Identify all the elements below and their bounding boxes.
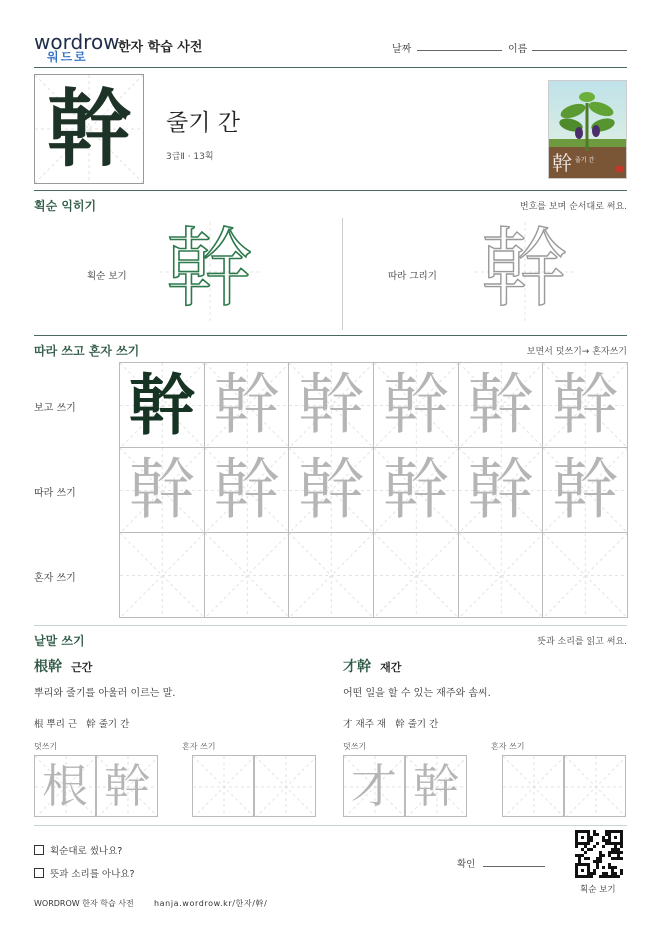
guide-grid (565, 756, 626, 817)
stroke-view-char: 幹 (166, 219, 252, 319)
guide-grid (120, 533, 205, 618)
trace-character: 幹 (104, 759, 150, 813)
practice-cell[interactable] (373, 362, 459, 448)
guide-grid (503, 756, 564, 817)
practice-cell[interactable] (204, 362, 290, 448)
solo-cell[interactable] (502, 755, 564, 817)
grade-strokes: 3급Ⅱ · 13획 (166, 152, 214, 162)
guide-grid (543, 533, 628, 618)
practice-cell[interactable] (119, 532, 205, 618)
words-section-divider (34, 825, 627, 826)
trace-label: 덧쓰기 (343, 742, 367, 751)
practice-section-divider (34, 625, 627, 626)
word-gloss: 根 뿌리 근 幹 줄기 간 (34, 719, 130, 730)
practice-cell[interactable] (458, 447, 544, 533)
trace-character: 幹 (128, 451, 195, 528)
word-definition: 뿌리와 줄기를 아울러 이르는 말. (34, 688, 176, 699)
row-label-see: 보고 쓰기 (34, 403, 76, 414)
header-title: 한자 학습 사전 (118, 40, 203, 55)
checkbox[interactable] (34, 868, 44, 878)
check-item-1[interactable]: 획순대로 썼나요? (34, 843, 122, 857)
trace-character: 幹 (213, 366, 280, 443)
model-character: 幹 (128, 366, 195, 444)
stroke-trace-char: 幹 (481, 219, 567, 319)
header-divider (34, 67, 627, 68)
stroke-divider (342, 218, 343, 330)
qr-code-graphic (575, 830, 623, 878)
guide-grid (459, 533, 544, 618)
confirm-label: 확인 (457, 859, 476, 870)
practice-cell[interactable] (288, 447, 374, 533)
practice-cell[interactable] (542, 447, 628, 533)
name-field[interactable] (532, 38, 627, 51)
guide-grid (289, 533, 374, 618)
stroke-section-title: 획순 익히기 (34, 199, 97, 213)
practice-cell[interactable] (458, 362, 544, 448)
trace-character: 幹 (467, 366, 534, 443)
stroke-trace-diagram[interactable] (475, 219, 575, 322)
hero-divider (34, 190, 627, 191)
word-hanja: 才幹 (343, 659, 371, 675)
stroke-trace-label: 따라 그리기 (388, 271, 437, 282)
practice-section-title: 따라 쓰고 혼자 쓰기 (34, 344, 140, 358)
words-section-title: 낱말 쓰기 (34, 634, 85, 648)
brand-logo-sub: 워드로 (47, 50, 88, 64)
word-reading: 재간 (380, 661, 402, 674)
meaning-sound: 줄기 간 (166, 110, 240, 136)
words-section-note: 뜻과 소리를 읽고 써요. (537, 637, 627, 647)
row-label-trace: 따라 쓰기 (34, 488, 76, 499)
date-label: 날짜 (392, 44, 412, 55)
practice-cell[interactable] (542, 362, 628, 448)
practice-cell[interactable] (458, 532, 544, 618)
practice-section-note: 보면서 덧쓰기→ 혼자쓰기 (526, 347, 627, 357)
confirm-field[interactable] (483, 854, 545, 867)
word-entry-2 (343, 656, 401, 676)
trace-label: 덧쓰기 (34, 742, 58, 751)
stroke-section-divider (34, 335, 627, 336)
practice-cell[interactable] (204, 447, 290, 533)
stroke-section-note: 번호를 보며 순서대로 써요. (519, 202, 627, 212)
hero-character-box (34, 74, 144, 184)
trace-character: 根 (42, 759, 88, 813)
practice-cell[interactable] (373, 447, 459, 533)
footer-url[interactable]: hanja.wordrow.kr/한자/幹/ (154, 899, 268, 908)
trace-character: 幹 (413, 759, 459, 813)
stroke-view-diagram (160, 219, 260, 322)
footer-brand: WORDROW 한자 학습 사전 (34, 899, 134, 908)
guide-grid (205, 533, 290, 618)
word-reading: 근간 (71, 661, 93, 674)
practice-cell[interactable] (119, 447, 205, 533)
thumbnail-meaning: 줄기 간 (575, 157, 595, 164)
trace-cell[interactable] (343, 755, 405, 817)
word-definition: 어떤 일을 할 수 있는 재주와 솜씨. (343, 688, 491, 699)
word-gloss: 才 재주 재 幹 줄기 간 (343, 719, 439, 730)
solo-cell[interactable] (192, 755, 254, 817)
solo-cell[interactable] (254, 755, 316, 817)
hero-character: 幹 (46, 79, 131, 178)
guide-grid (193, 756, 254, 817)
practice-grid[interactable] (119, 362, 627, 617)
practice-cell[interactable] (119, 362, 205, 448)
guide-grid (374, 533, 459, 618)
guide-grid (255, 756, 316, 817)
trace-cell[interactable] (34, 755, 96, 817)
trace-character: 幹 (213, 451, 280, 528)
trace-character: 才 (351, 759, 397, 813)
trace-cell[interactable] (96, 755, 158, 817)
trace-character: 幹 (467, 451, 534, 528)
trace-character: 幹 (382, 451, 449, 528)
date-field[interactable] (417, 38, 502, 51)
word-hanja: 根幹 (34, 659, 62, 675)
checkbox[interactable] (34, 845, 44, 855)
solo-cell[interactable] (564, 755, 626, 817)
trace-cell[interactable] (405, 755, 467, 817)
practice-cell[interactable] (288, 532, 374, 618)
illustration-thumbnail (548, 80, 627, 179)
trace-character: 幹 (552, 366, 619, 443)
practice-cell[interactable] (204, 532, 290, 618)
practice-cell[interactable] (542, 532, 628, 618)
solo-label: 혼자 쓰기 (182, 742, 216, 751)
practice-cell[interactable] (288, 362, 374, 448)
qr-code-icon[interactable] (575, 830, 623, 878)
stroke-view-label: 획순 보기 (87, 271, 127, 282)
trace-character: 幹 (382, 366, 449, 443)
name-label: 이름 (508, 44, 528, 55)
trace-character: 幹 (298, 451, 365, 528)
trace-character: 幹 (298, 366, 365, 443)
qr-label: 획순 보기 (580, 885, 616, 895)
thumbnail-char: 幹 (552, 151, 572, 175)
check-item-2[interactable]: 뜻과 소리를 아나요? (34, 866, 135, 880)
row-label-solo: 혼자 쓰기 (34, 573, 76, 584)
practice-cell[interactable] (373, 532, 459, 618)
brand-logo: wordrow (34, 30, 120, 54)
word-entry-1 (34, 656, 92, 676)
trace-character: 幹 (552, 451, 619, 528)
solo-label: 혼자 쓰기 (491, 742, 525, 751)
